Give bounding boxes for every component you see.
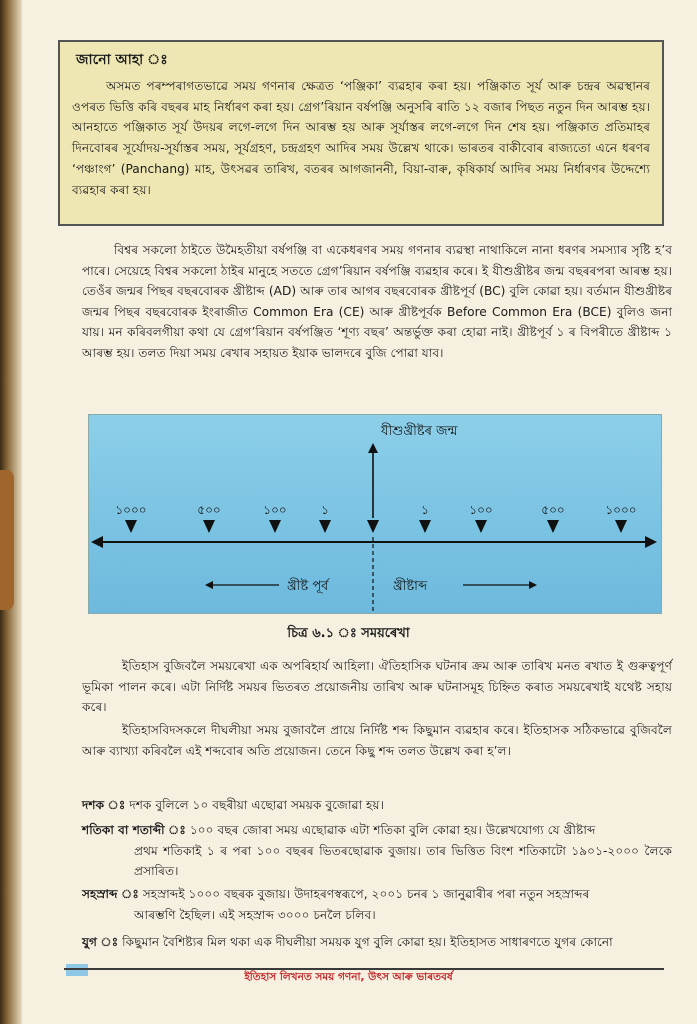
bc-label: খ্ৰীষ্ট পূৰ্ব <box>287 579 329 594</box>
tick-label: ১ <box>421 503 429 517</box>
tick-marker-icon <box>615 520 627 533</box>
definition-millennium-text: সহস্ৰাব্দই ১০০০ বছৰক বুজায়। উদাহৰণস্বৰূপে, ২০০১ চনৰ ১ জানুৱাৰীৰ পৰা নতুন সহস্ৰাব্দৰ <box>142 887 590 901</box>
term-millennium: সহস্ৰাব্দ ঃ <box>82 887 139 901</box>
tick-label: ১০০ <box>263 503 287 517</box>
tick-marker-icon <box>367 520 379 533</box>
definition-era-text: কিছুমান বৈশিষ্ট্যৰ মিল থকা এক দীঘলীয়া সময়ক যুগ বুলি কোৱা হয়। ইতিহাসত সাধাৰণতে যুগৰ কোনো <box>122 935 613 949</box>
tick-group <box>115 503 636 533</box>
page-edge-tab <box>0 470 14 610</box>
paragraph-calendar: বিশ্বৰ সকলো ঠাইতে উমৈহতীয়া বৰ্ষপঞ্জি বা একেধৰণৰ সময় গণনাৰ ব্যৱস্থা নাথাকিলে নানা ধৰণৰ সমস্যাৰ সৃষ্টি হ’ব পাৰে। সেয়েহে বিশ্বৰ সকলো ঠাইৰ মানুহে সততে গ্ৰেগ’ৰিয়ান বৰ্ষপঞ্জি ব্যৱহাৰ কৰে। ই যীশুখ্ৰীষ্টৰ জন্ম বছৰৰপৰা আৰম্ভ হয়। তেওঁৰ জন্মৰ পিছৰ বছৰবোৰক খ্ৰীষ্টাব্দ (AD) আৰু তাৰ আগৰ বছৰবোৰক খ্ৰীষ্টপূৰ্ব (BC) বুলি কোৱা হয়। বৰ্তমান যীশুখ্ৰীষ্টৰ জন্মৰ পিছৰ বছৰবোৰক ইংৰাজীত Common Era (CE) আৰু খ্ৰীষ্টপূৰ্বক Before Common Era (BCE) বুলিও জনা যায়। মন কৰিবলগীয়া কথা যে গ্ৰেগ’ৰিয়ান বৰ্ষপঞ্জিত ‘শূণ্য বছৰ’ অন্তৰ্ভুক্ত কৰা হোৱা নাই। খ্ৰীষ্টপূৰ্ব ১ ৰ বিপৰীতে খ্ৰীষ্টাব্দ ১ আৰম্ভ হয়। তলত দিয়া সময় ৰেখাৰ সহায়ত ইয়াক ভালদৰে বুজি পোৱা যাব। <box>82 243 672 360</box>
tick-marker-icon <box>203 520 215 533</box>
definition-era <box>82 932 672 953</box>
tick-label: ১ <box>321 503 329 517</box>
term-era: যুগ ঃ <box>82 935 119 949</box>
tick-marker-icon <box>125 520 137 533</box>
birth-pointer-arrow-icon <box>368 443 378 453</box>
tick-label: ৫০০ <box>197 503 221 517</box>
ad-arrow-icon <box>529 581 537 589</box>
tick-marker-icon <box>475 520 487 533</box>
tick-marker-icon <box>547 520 559 533</box>
definition-century-text: ১০০ বছৰ জোৰা সময় এছোৱাক এটা শতিকা বুলি কোৱা হয়। উল্লেখযোগ্য যে খ্ৰীষ্টাব্দ <box>189 823 596 837</box>
paragraph-terms: ইতিহাসবিদসকলে দীঘলীয়া সময় বুজাবলৈ প্ৰায়ে নিৰ্দিষ্ট শব্দ কিছুমান ব্যৱহাৰ কৰে। ইতিহাসক সঠিকভাৱে বুজিবলৈ আৰু ব্যাখ্যা কৰিবলৈ এই শব্দবোৰ অতি প্ৰয়োজন। তেনে কিছু শব্দ তলত উল্লেখ কৰা হ’ল। <box>82 723 672 758</box>
axis-left-arrow-icon <box>91 536 103 548</box>
figure-caption: চিত্ৰ ৬.১ ঃ সময়ৰেখা <box>287 626 410 641</box>
birth-label: যীশুখ্ৰীষ্টৰ জন্ম <box>381 424 458 439</box>
definition-century-cont: প্ৰথম শতিকাই ১ ৰ পৰা ১০০ বছৰৰ ভিতৰছোৱাক বুজায়। তাৰ ভিত্তিত বিংশ শতিকাটো ১৯০১-২০০০ লৈকে প্ৰসাৰিত। <box>134 843 672 878</box>
definition-century <box>82 820 672 882</box>
tick-marker-icon <box>319 520 331 533</box>
tick-label: ৫০০ <box>541 503 565 517</box>
tick-marker-icon <box>419 520 431 533</box>
ad-label: খ্ৰীষ্টাব্দ <box>393 579 428 594</box>
term-century: শতিকা বা শতাব্দী ঃ <box>82 823 186 837</box>
definition-millennium <box>82 884 672 925</box>
tick-marker-icon <box>269 520 281 533</box>
axis-right-arrow-icon <box>645 536 657 548</box>
timeline-svg <box>89 415 661 613</box>
paragraph-timeline: ইতিহাস বুজিবলৈ সময়ৰেখা এক অপৰিহাৰ্য আহিলা। ঐতিহাসিক ঘটনাৰ ক্ৰম আৰু তাৰিখ মনত ৰখাত ই গুৰুত্বপূৰ্ণ ভূমিকা পালন কৰে। এটা নিৰ্দিষ্ট সময়ৰ ভিতৰত প্ৰয়োজনীয় তাৰিখ আৰু ঘটনাসমূহ চিহ্নিত কৰাত সময়ৰেখাই যথেষ্ট সহায় কৰে। <box>82 659 672 714</box>
info-box <box>58 40 664 226</box>
tick-label: ১০০ <box>469 503 493 517</box>
definition-decade <box>82 795 672 816</box>
timeline-figure <box>88 414 662 614</box>
term-decade: দশক ঃ <box>82 798 126 812</box>
tick-label: ১০০০ <box>115 503 147 517</box>
tick-label: ১০০০ <box>605 503 637 517</box>
info-box-title: জানো আহা ঃ <box>76 52 168 68</box>
definition-millennium-cont: আৰম্ভণি হৈছিল। এই সহস্ৰাব্দ ৩০০০ চনলৈ চলিব। <box>134 907 376 922</box>
footer-title: ইতিহাস লিখনত সময় গণনা, উৎস আৰু ভাৰতবৰ্ষ <box>244 971 453 983</box>
bc-arrow-icon <box>205 581 213 589</box>
info-box-text: অসমত পৰম্পৰাগতভাৱে সময় গণনাৰ ক্ষেত্ৰত ‘পঞ্জিকা’ ব্যৱহাৰ কৰা হয়। পঞ্জিকাত সূৰ্য আৰু চন্দ্ৰৰ অৱস্থানৰ ওপৰত ভিত্তি কৰি বছৰৰ মাহ নিৰ্ধাৰণ কৰা হয়। গ্ৰেগ’ৰিয়ান বৰ্ষপঞ্জি অনুসৰি ৰাতি ১২ বজাৰ পিছত নতুন দিন আৰম্ভ হয়। আনহাতে পঞ্জিকাত সূৰ্য উদয়ৰ লগে-লগে দিন আৰম্ভ হয় আৰু সূৰ্যাস্তৰ লগে-লগে দিন শেষ হয়। পঞ্জিকাত প্ৰতিমাহৰ দিনবোৰৰ সূৰ্যোদয়-সূৰ্যাস্তৰ সময়, সূৰ্যগ্ৰহণ, চন্দ্ৰগ্ৰহণ আদিৰ সময় উল্লেখ থাকে। ভাৰতৰ বাকীবোৰ ৰাজ্যতো এনে ধৰণৰ ‘পঞ্চাংগ’ (Panchang) মাহ, উৎসৱৰ তাৰিখ, বতৰৰ আগজাননী, বিয়া-বাৰু, কৃষিকাৰ্য আদিৰ সময় নিৰ্ধাৰণৰ উদ্দেশ্যে ব্যৱহাৰ কৰা হয়। <box>72 79 650 197</box>
definition-decade-text: দশক বুলিলে ১০ বছৰীয়া এছোৱা সময়ক বুজোৱা হয়। <box>129 798 384 812</box>
